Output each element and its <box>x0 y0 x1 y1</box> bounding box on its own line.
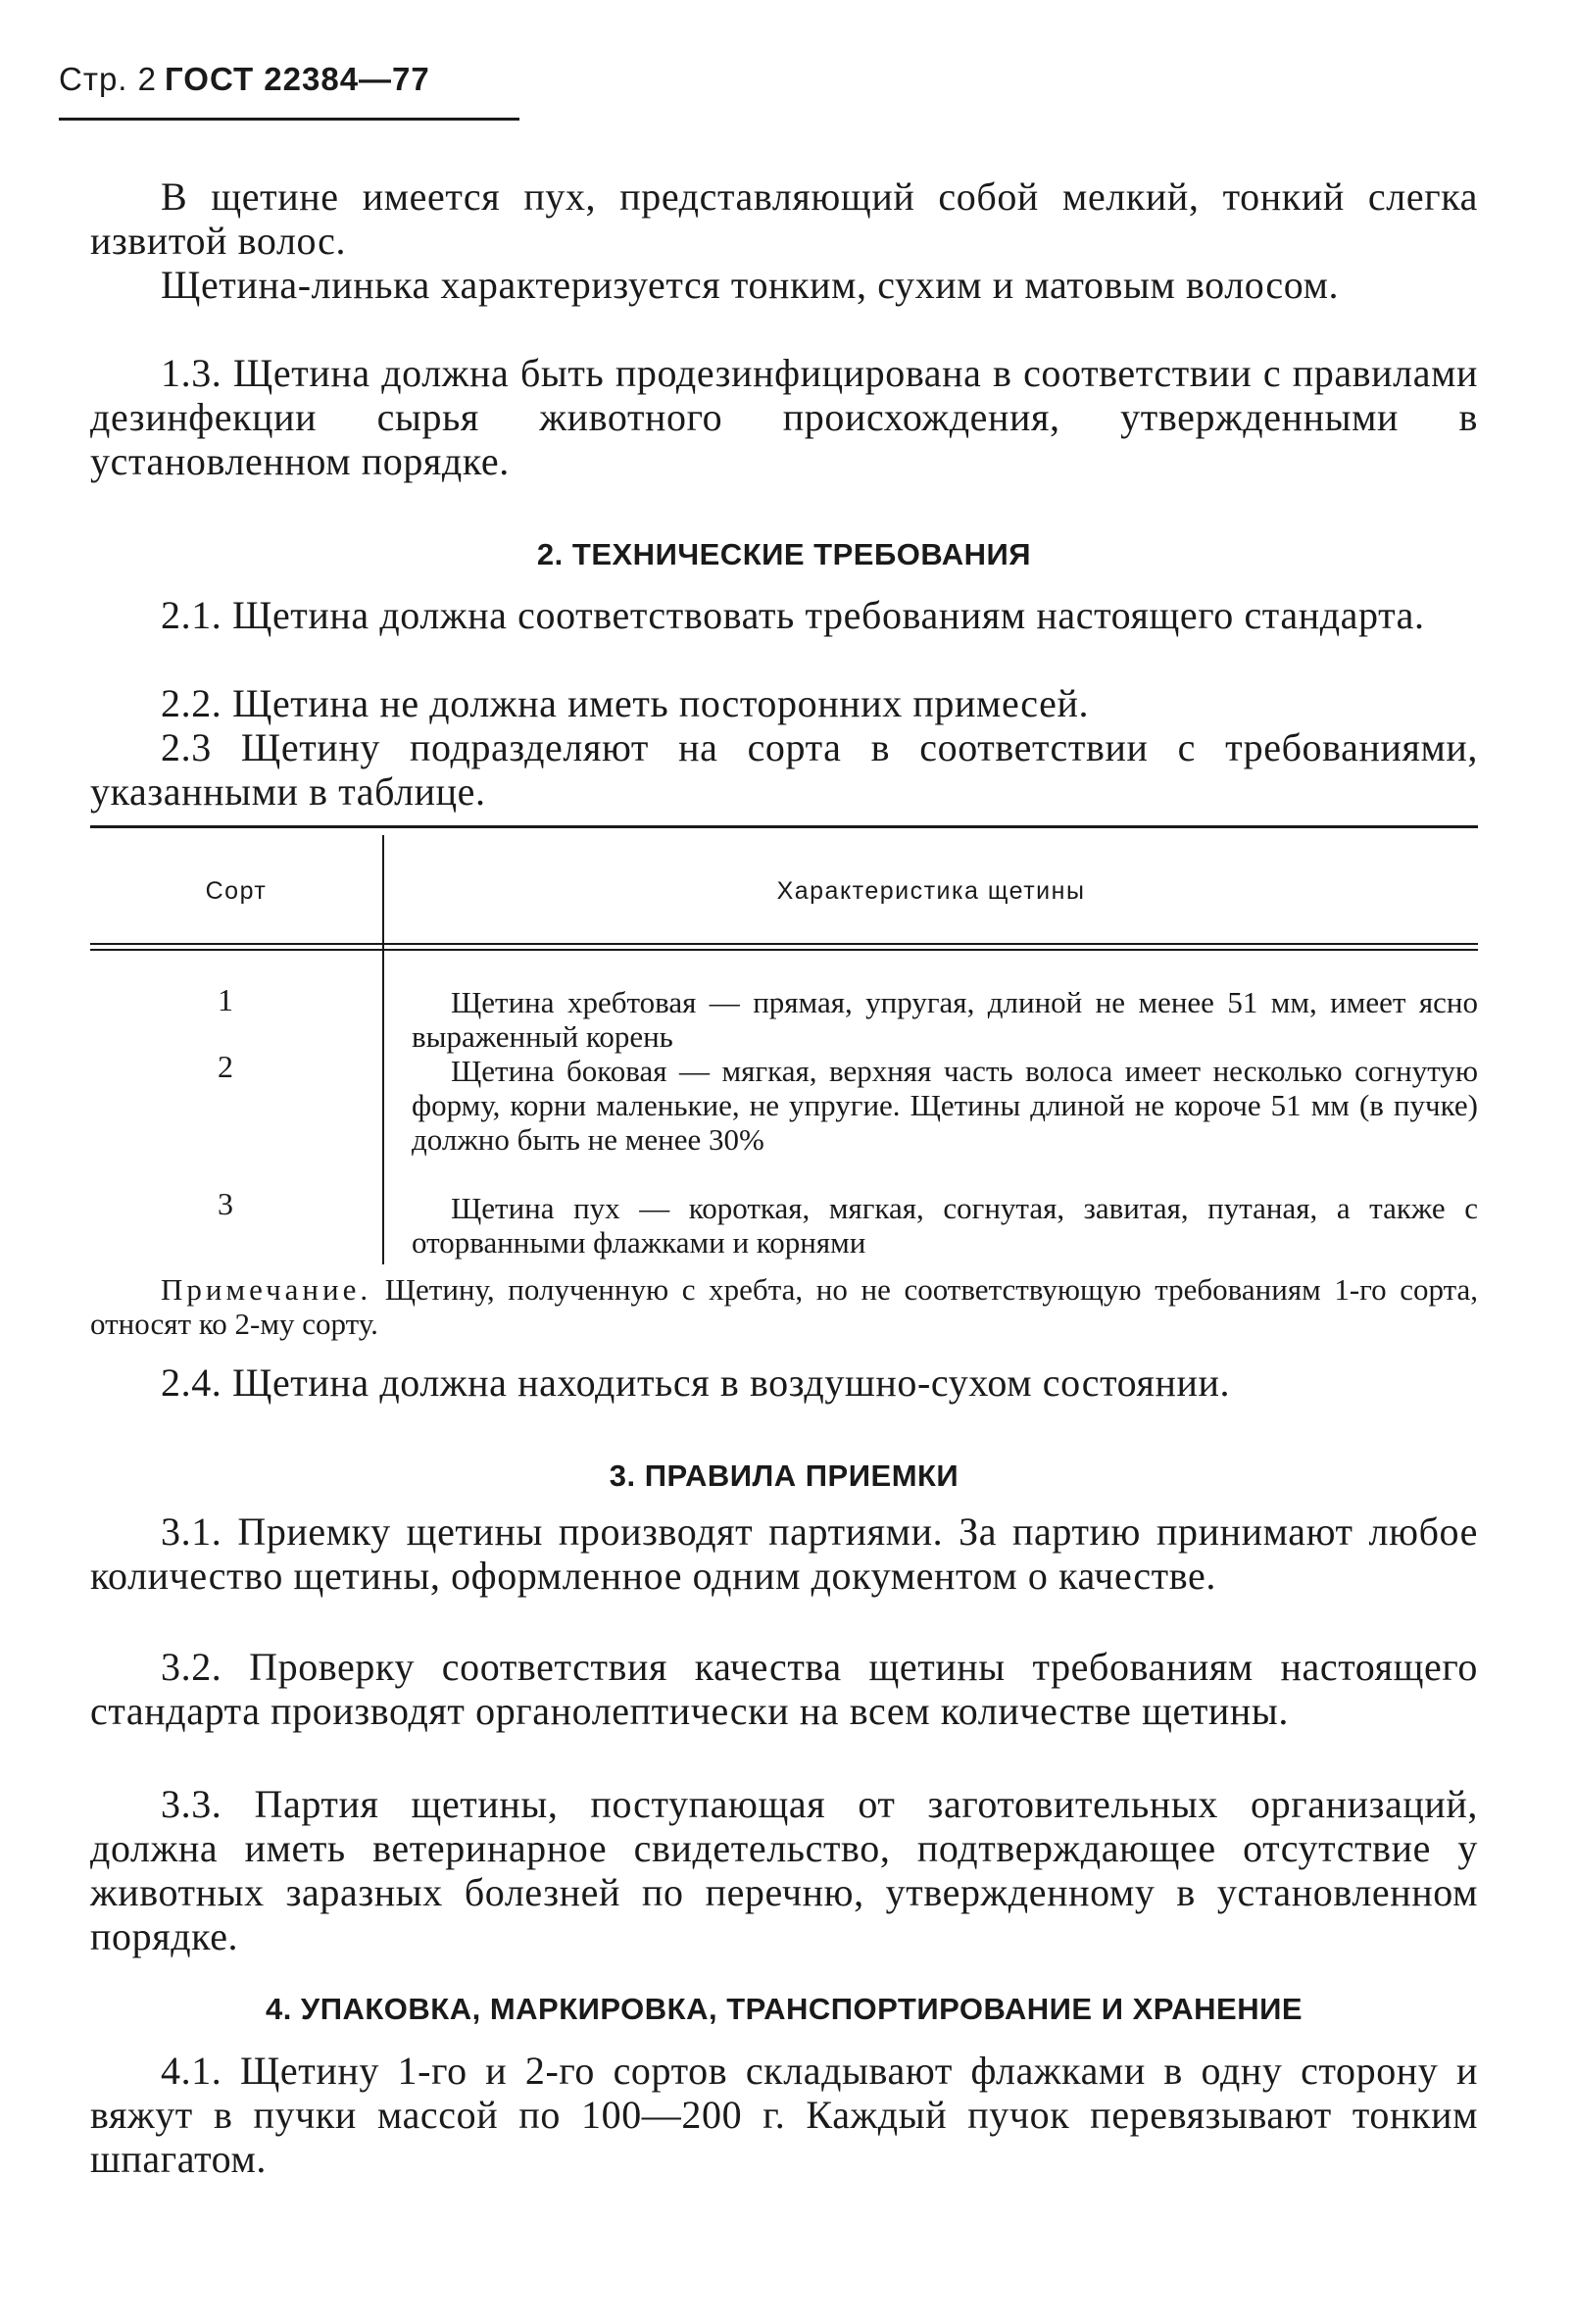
section-4-title: 4. УПАКОВКА, МАРКИРОВКА, ТРАНСПОРТИРОВАНИЕ И ХРАНЕНИЕ <box>265 1992 1303 2026</box>
intro-paragraph-2: Щетина-линька характеризуется тонким, сухим и матовым волосом. <box>161 263 1340 307</box>
note-label: Примечание. <box>161 1272 372 1307</box>
paragraph-2-1: 2.1. Щетина должна соответствовать требованиям настоящего стандарта. <box>161 593 1425 637</box>
table-header-sort: Сорт <box>205 877 268 905</box>
table-sort-1: 1 <box>218 982 233 1017</box>
table-header-rule-1 <box>90 943 1478 945</box>
page-number: Стр. 2 <box>59 61 157 97</box>
table-header-characteristic: Характеристика щетины <box>776 877 1086 905</box>
page-header <box>59 61 430 98</box>
paragraph-2-4: 2.4. Щетина должна находиться в воздушно-сухом состоянии. <box>161 1360 1231 1405</box>
section-3-title: 3. ПРАВИЛА ПРИЕМКИ <box>609 1459 959 1493</box>
intro-paragraph-1: В щетине имеется пух, представляющий собой мелкий, тонкий слегка извитой волос. <box>90 174 1478 263</box>
table-text-3: Щетина пух — короткая, мягкая, согнутая, завитая, путаная, а также с оторванными флажками и корнями <box>412 1191 1478 1260</box>
table-note <box>90 1272 1478 1341</box>
paragraph-2-2: 2.2. Щетина не должна иметь посторонних примесей. <box>161 681 1090 725</box>
table-text-2: Щетина боковая — мягкая, верхняя часть волоса имеет несколько согнутую форму, корни маленькие, не упругие. Щетины длиной не короче 51 мм (в пучке) должно быть не менее 30% <box>412 1054 1478 1157</box>
table-top-rule <box>90 825 1478 828</box>
table-sort-2: 2 <box>218 1049 233 1084</box>
paragraph-3-2: 3.2. Проверку соответствия качества щетины требованиям настоящего стандарта производят органолептически на всем количестве щетины. <box>90 1645 1478 1733</box>
table-header-rule-2 <box>90 949 1478 951</box>
table-text-1: Щетина хребтовая — прямая, упругая, длиной не менее 51 мм, имеет ясно выраженный корень <box>412 985 1478 1054</box>
paragraph-4-1: 4.1. Щетину 1-го и 2-го сортов складывают флажками в одну сторону и вяжут в пучки массой по 100—200 г. Каждый пучок перевязывают тонким шпагатом. <box>90 2049 1478 2181</box>
section-2-title: 2. ТЕХНИЧЕСКИЕ ТРЕБОВАНИЯ <box>536 537 1032 571</box>
paragraph-3-3: 3.3. Партия щетины, поступающая от заготовительных организаций, должна иметь ветеринарное свидетельство, подтверждающее отсутствие у животных заразных болезней по перечню, утвержденному в установленном порядке. <box>90 1782 1478 1958</box>
paragraph-2-3: 2.3 Щетину подразделяют на сорта в соответствии с требованиями, указанными в таблице. <box>90 725 1478 814</box>
gost-number: ГОСТ 22384—77 <box>165 61 430 97</box>
paragraph-3-1: 3.1. Приемку щетины производят партиями. За партию принимают любое количество щетины, оформленное одним документом о качестве. <box>90 1509 1478 1598</box>
table-sort-3: 3 <box>218 1186 233 1221</box>
paragraph-1-3: 1.3. Щетина должна быть продезинфицирована в соответствии с правилами дезинфекции сырья животного происхождения, утвержденными в установленном порядке. <box>90 351 1478 483</box>
note-text: Щетину, полученную с хребта, но не соответствующую требованиям 1-го сорта, относят ко 2-му сорту. <box>90 1272 1479 1341</box>
header-rule <box>59 118 519 121</box>
